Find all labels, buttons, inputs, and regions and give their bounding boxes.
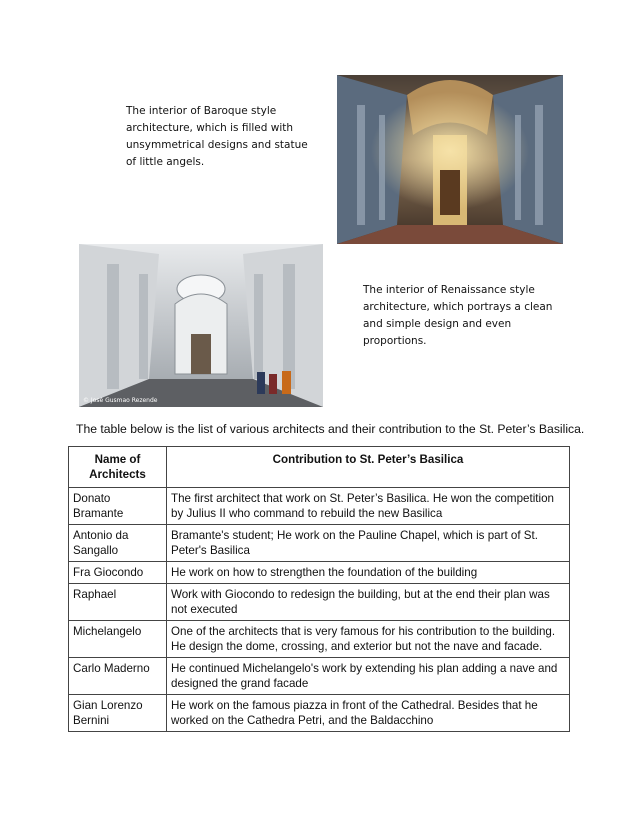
table-row: [69, 695, 570, 732]
table-intro-text: The table below is the list of various architects and their contribution to the St. Peter’s Basilica.: [76, 422, 585, 436]
caption-renaissance: The interior of Renaissance style architecture, which portrays a clean and simple design and even proportions.: [363, 284, 553, 347]
header-contribution: Contribution to St. Peter’s Basilica: [167, 447, 570, 488]
architect-contribution: Bramante's student; He work on the Pauline Chapel, which is part of St. Peter's Basilica: [167, 525, 570, 562]
table-row: [69, 525, 570, 562]
architects-table: [68, 446, 570, 732]
architect-name: Fra Giocondo: [69, 562, 167, 584]
table-header-row: [69, 447, 570, 488]
header-name: Name of Architects: [69, 447, 167, 488]
architect-contribution: Work with Giocondo to redesign the building, but at the end their plan was not executed: [167, 584, 570, 621]
architect-contribution: He work on the famous piazza in front of the Cathedral. Besides that he worked on the Cathedra Petri, and the Baldacchino: [167, 695, 570, 732]
photo-baroque-interior: [337, 75, 563, 244]
table-row: [69, 562, 570, 584]
table-row: [69, 584, 570, 621]
architect-contribution: One of the architects that is very famous for his contribution to the building. He design the dome, crossing, and exterior but not the nave and facade.: [167, 621, 570, 658]
table-row: [69, 658, 570, 695]
architect-name: Carlo Maderno: [69, 658, 167, 695]
table-row: [69, 621, 570, 658]
architect-name: Michelangelo: [69, 621, 167, 658]
architect-contribution: The first architect that work on St. Peter’s Basilica. He won the competition by Julius II who command to rebuild the new Basilica: [167, 488, 570, 525]
architect-name: Antonio da Sangallo: [69, 525, 167, 562]
architect-name: Donato Bramante: [69, 488, 167, 525]
architect-name: Raphael: [69, 584, 167, 621]
architect-name: Gian Lorenzo Bernini: [69, 695, 167, 732]
architect-contribution: He work on how to strengthen the foundation of the building: [167, 562, 570, 584]
architect-contribution: He continued Michelangelo's work by extending his plan adding a nave and designed the grand facade: [167, 658, 570, 695]
table-row: [69, 488, 570, 525]
photo-credit: © José Gusmao Rezende: [83, 397, 158, 404]
photo-renaissance-interior: [79, 244, 323, 407]
caption-baroque: The interior of Baroque style architecture, which is filled with unsymmetrical designs and statue of little angels.: [126, 105, 308, 168]
